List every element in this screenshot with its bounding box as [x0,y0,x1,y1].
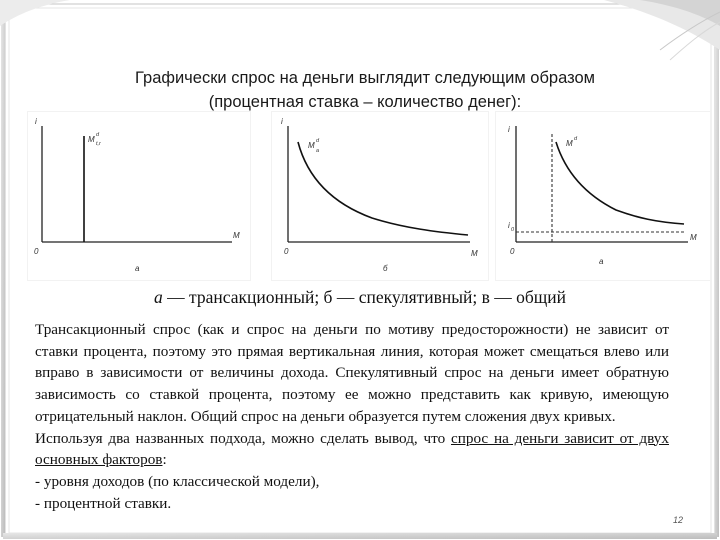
graph-speculative [272,112,488,280]
body-text [35,319,669,514]
axis-label-m: M [690,233,697,242]
axis-label-i: i [281,117,283,126]
origin-label: 0 [34,247,39,256]
list-item: - уровня доходов (по классической модели), [35,472,320,490]
paragraph-2-colon: : [162,451,167,469]
curve-label-sup: d [574,136,578,142]
demand-curve [556,142,684,224]
curve-label-sup: d [96,132,100,138]
slide-title-line-2: (процентная ставка – количество денег): [208,93,522,111]
curve-label-sup: d [316,138,320,144]
paragraph-2-text: Используя два названных подхода, можно сделать вывод, что [35,429,451,447]
panel-label: a [599,257,604,266]
origin-label: 0 [510,247,515,256]
axis-label-m: M [471,249,478,258]
figure-caption [0,287,720,308]
demand-curve [298,142,468,235]
i0-label: i [508,221,510,230]
panel-label: б [383,264,388,273]
origin-label: 0 [284,247,289,256]
slide-title-line-1: Графически спрос на деньги выглядит следующим образом [135,69,595,87]
caption-letter-a: а [153,287,163,307]
paragraph-1: Трансакционный спрос (как и спрос на деньги по мотиву предосторожности) не зависит от ставки процента, поэтому это прямая вертикальная линия, которая может смещаться влево или вправо в зависимости от величины дохода. Спекулятивный спрос на деньги имеет обратную зависимость со ставкой процента, поэтому ее можно представить как кривую, имеющую отрицательный наклон. Общий спрос на деньги образуется путем сложения двух кривых. [35,321,669,425]
i0-label-sub: 0 [511,227,515,233]
curve-label: M [88,135,95,144]
axis-label-i: i [35,117,37,126]
caption-text: — трансакционный; б — спекулятивный; в — общий [162,287,566,307]
curve-label-sub: t,r [96,141,101,147]
axis-label-m: M [233,231,240,240]
curve-label-sub: a [316,148,320,154]
panel-label: a [135,264,140,273]
graph-total [496,112,710,280]
graph-transactional [28,112,250,280]
list-item: - процентной ставки. [35,494,172,512]
axis-label-i: i [508,125,510,134]
page-number: 12 [673,515,684,525]
key-conclusion-underlined: спрос на деньги зависит от двух основных факторов [35,429,669,469]
paragraph-2 [35,428,669,471]
curve-label: M [566,139,573,148]
curve-label: M [308,141,315,150]
